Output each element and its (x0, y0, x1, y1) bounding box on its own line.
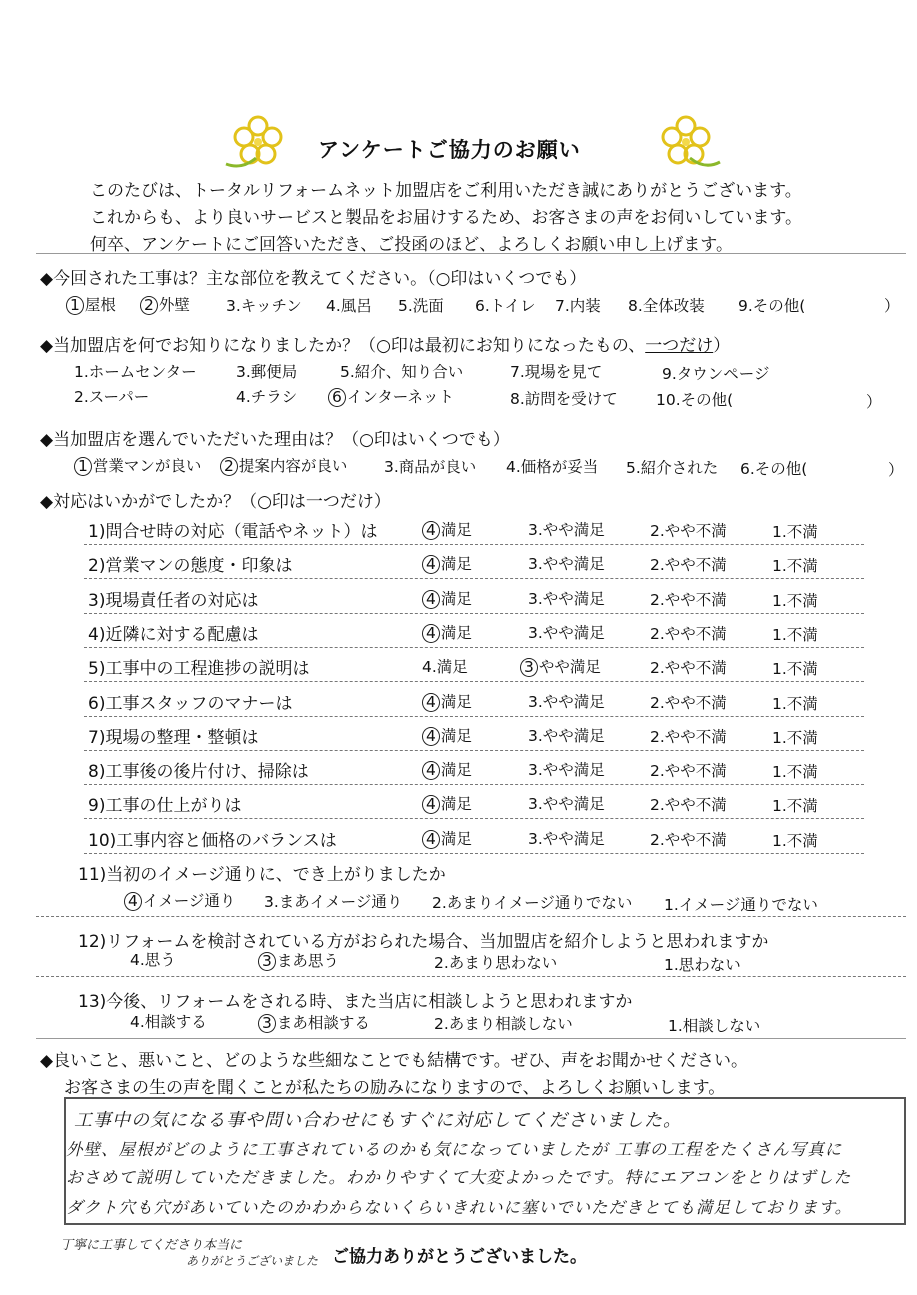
rating-option-4[interactable]: 4 満足 (422, 827, 472, 849)
flower-icon (222, 112, 294, 172)
q1-option-roof[interactable]: 1 屋根 (66, 293, 116, 315)
comment-line-1: 工事中の気になる事や問い合わせにもすぐに対応してくださいました。 (74, 1110, 682, 1131)
rating-question: 5)工事中の工程進捗の説明は (88, 659, 310, 679)
q3-option-other[interactable]: 6.その他( (740, 460, 808, 478)
q11-label: 11)当初のイメージ通りに、でき上がりましたか (78, 865, 446, 885)
q1-option-interior[interactable]: 7.内装 (555, 297, 601, 315)
row-divider (84, 716, 864, 717)
voice-sub: お客さまの生の声を聞くことが私たちの励みになりますので、よろしくお願いします。 (64, 1078, 726, 1098)
rating-option-2[interactable]: 2.やや不満 (650, 625, 727, 643)
q3-option-proposal[interactable]: 2 提案内容が良い (220, 454, 347, 476)
rating-option-2[interactable]: 2.やや不満 (650, 762, 727, 780)
rating-option-4[interactable]: 4 満足 (422, 724, 472, 746)
rating-option-1[interactable]: 1.不満 (772, 660, 818, 678)
voice-label: ◆良いこと、悪いこと、どのような些細なことでも結構です。ぜひ、声をお聞かせください。 (40, 1051, 749, 1071)
rating-option-2[interactable]: 2.やや不満 (650, 728, 727, 746)
rating-option-3[interactable]: 3.やや満足 (528, 521, 605, 539)
rating-option-1[interactable]: 1.不満 (772, 695, 818, 713)
rating-question: 8)工事後の後片付け、掃除は (88, 762, 309, 782)
q13-label: 13)今後、リフォームをされる時、また当店に相談しようと思われますか (78, 992, 633, 1012)
q3-label: ◆当加盟店を選んでいただいた理由は？（○印はいくつでも） (40, 430, 510, 450)
rating-option-3[interactable]: 3.やや満足 (528, 727, 605, 745)
rating-question: 3)現場責任者の対応は (88, 591, 259, 611)
rating-option-1[interactable]: 1.不満 (772, 557, 818, 575)
rating-option-3[interactable]: 3.やや満足 (528, 555, 605, 573)
q12-option-3[interactable]: 3 まあ思う (258, 949, 339, 971)
rating-option-4[interactable]: 4 満足 (422, 690, 472, 712)
q4-label: ◆対応はいかがでしたか？（○印は一つだけ） (40, 492, 391, 512)
rating-option-4[interactable]: 4.満足 (422, 658, 468, 676)
rating-option-1[interactable]: 1.不満 (772, 523, 818, 541)
row-divider (84, 853, 864, 854)
rating-option-2[interactable]: 2.やや不満 (650, 831, 727, 849)
rating-option-1[interactable]: 1.不満 (772, 729, 818, 747)
rating-option-4[interactable]: 4 満足 (422, 518, 472, 540)
q3-option-price[interactable]: 4.価格が妥当 (506, 458, 599, 476)
rating-option-1[interactable]: 1.不満 (772, 763, 818, 781)
q11-option-4[interactable]: 4 イメージ通り (124, 889, 235, 911)
rating-option-4[interactable]: 4 満足 (422, 792, 472, 814)
flower-icon (650, 112, 722, 172)
q3-option-product[interactable]: 3.商品が良い (384, 458, 477, 476)
q1-option-full[interactable]: 8.全体改装 (628, 297, 705, 315)
rating-option-1[interactable]: 1.不満 (772, 797, 818, 815)
rating-option-3[interactable]: 3.やや満足 (528, 830, 605, 848)
rating-question: 1)問合せ時の対応（電話やネット）は (88, 522, 378, 542)
q13-option-4[interactable]: 4.相談する (130, 1013, 207, 1031)
rating-option-2[interactable]: 2.やや不満 (650, 591, 727, 609)
rating-option-1[interactable]: 1.不満 (772, 626, 818, 644)
q2-option-flyer[interactable]: 4.チラシ (236, 388, 298, 406)
rating-option-1[interactable]: 1.不満 (772, 592, 818, 610)
q2-option-supermarket[interactable]: 2.スーパー (74, 388, 150, 406)
thanks-text: ご協力ありがとうございました。 (332, 1247, 587, 1267)
rating-option-2[interactable]: 2.やや不満 (650, 796, 727, 814)
q11-option-1[interactable]: 1.イメージ通りでない (664, 896, 818, 914)
rating-option-3[interactable]: 3.やや満足 (528, 693, 605, 711)
rating-question: 7)現場の整理・整頓は (88, 728, 259, 748)
q2-option-other[interactable]: 10.その他( (656, 391, 734, 409)
row-divider (84, 750, 864, 751)
q12-option-2[interactable]: 2.あまり思わない (434, 954, 558, 972)
q2-option-referral[interactable]: 5.紹介、知り合い (340, 363, 464, 381)
rating-option-2[interactable]: 2.やや不満 (650, 694, 727, 712)
q1-label: ◆今回された工事は？主な部位を教えてください。（○印はいくつでも） (40, 269, 587, 289)
q2-label: ◆当加盟店を何でお知りになりましたか？（○印は最初にお知りになったもの、一つだけ） (40, 336, 731, 356)
rating-question: 2)営業マンの態度・印象は (88, 556, 293, 576)
rating-option-3[interactable]: 3 やや満足 (520, 655, 601, 677)
q2-option-visit[interactable]: 8.訪問を受けて (510, 390, 618, 408)
q3-other-close: ） (888, 461, 904, 479)
rating-question: 4)近隣に対する配慮は (88, 625, 259, 645)
comment-line-2: 外壁、屋根がどのように工事されているのかも気になっていましたが 工事の工程をたくさん写真に (66, 1140, 843, 1159)
q12-label: 12)リフォームを検討されている方がおられた場合、当加盟店を紹介しようと思われますか (78, 932, 769, 952)
q1-option-other[interactable]: 9.その他( (738, 297, 806, 315)
q12-option-1[interactable]: 1.思わない (664, 956, 741, 974)
rating-option-3[interactable]: 3.やや満足 (528, 590, 605, 608)
q2-option-site[interactable]: 7.現場を見て (510, 363, 603, 381)
rating-question: 9)工事の仕上がりは (88, 796, 242, 816)
row-divider (84, 784, 864, 785)
rating-question: 6)工事スタッフのマナーは (88, 694, 293, 714)
rating-option-2[interactable]: 2.やや不満 (650, 522, 727, 540)
rating-option-3[interactable]: 3.やや満足 (528, 761, 605, 779)
q1-option-washroom[interactable]: 5.洗面 (398, 297, 444, 315)
q2-option-homecenter[interactable]: 1.ホームセンター (74, 363, 197, 381)
q3-option-referred[interactable]: 5.紹介された (626, 459, 719, 477)
rating-question: 10)工事内容と価格のバランスは (88, 831, 337, 851)
note-line-1: 丁寧に工事してくださり本当に (60, 1238, 243, 1253)
q1-option-bath[interactable]: 4.風呂 (326, 297, 372, 315)
q2-option-postoffice[interactable]: 3.郵便局 (236, 363, 298, 381)
q2-other-close: ） (866, 393, 882, 411)
rating-option-4[interactable]: 4 満足 (422, 552, 472, 574)
q2-option-internet[interactable]: 6 インターネット (328, 385, 454, 407)
rating-option-4[interactable]: 4 満足 (422, 587, 472, 609)
rating-option-1[interactable]: 1.不満 (772, 832, 818, 850)
q1-other-close: ） (884, 297, 900, 315)
comment-line-3: おさめて説明していただきました。わかりやすくて大変よかったです。特にエアコンをとりはずした (66, 1168, 852, 1187)
q1-option-toilet[interactable]: 6.トイレ (475, 297, 536, 315)
row-divider (84, 544, 864, 545)
rating-option-3[interactable]: 3.やや満足 (528, 795, 605, 813)
row-divider (84, 613, 864, 614)
intro-line-2: これからも、より良いサービスと製品をお届けするため、お客さまの声をお伺いしています。 (90, 208, 802, 228)
intro-line-3: 何卒、アンケートにご回答いただき、ご投函のほど、よろしくお願い申し上げます。 (90, 235, 733, 255)
rating-option-2[interactable]: 2.やや不満 (650, 659, 727, 677)
q13-option-2[interactable]: 2.あまり相談しない (434, 1015, 573, 1033)
page-title: アンケートご協力のお願い (318, 138, 581, 162)
intro-line-1: このたびは、トータルリフォームネット加盟店をご利用いただき誠にありがとうございます。 (90, 181, 802, 201)
comment-line-4: ダクト穴も穴があいていたのかわからないくらいきれいに塞いでいただきとても満足しております。 (66, 1198, 853, 1217)
q13-option-1[interactable]: 1.相談しない (668, 1017, 761, 1035)
q11-option-2[interactable]: 2.あまりイメージ通りでない (432, 894, 633, 912)
row-divider (84, 818, 864, 819)
divider (36, 253, 906, 254)
q12-option-4[interactable]: 4.思う (130, 951, 176, 969)
row-divider (84, 681, 864, 682)
rating-option-4[interactable]: 4 満足 (422, 621, 472, 643)
q1-option-kitchen[interactable]: 3.キッチン (226, 297, 302, 315)
q2-option-townpage[interactable]: 9.タウンページ (662, 365, 770, 383)
rating-option-4[interactable]: 4 満足 (422, 758, 472, 780)
q11-option-3[interactable]: 3.まあイメージ通り (264, 893, 403, 911)
note-line-2: ありがとうございました (186, 1254, 319, 1268)
q1-option-wall[interactable]: 2 外壁 (140, 293, 190, 315)
row-divider (84, 647, 864, 648)
q3-option-sales[interactable]: 1 営業マンが良い (74, 454, 201, 476)
rating-option-3[interactable]: 3.やや満足 (528, 624, 605, 642)
rating-option-2[interactable]: 2.やや不満 (650, 556, 727, 574)
q13-option-3[interactable]: 3 まあ相談する (258, 1011, 370, 1033)
row-divider (84, 578, 864, 579)
